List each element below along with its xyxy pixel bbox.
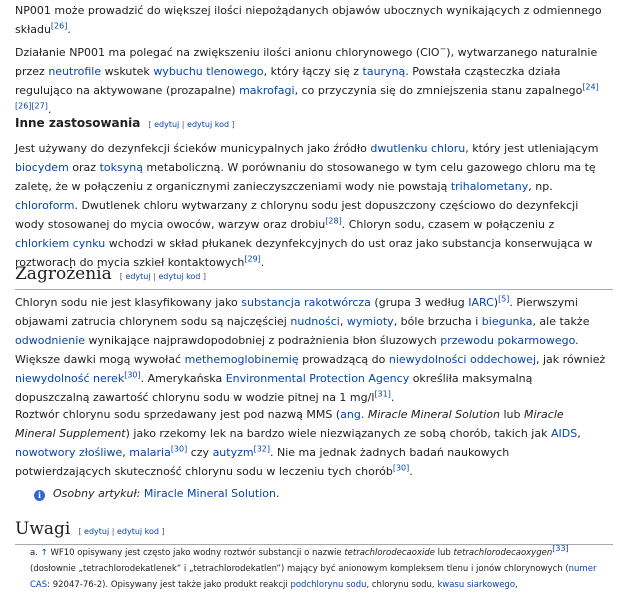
text: WF10 opisywany jest często jako wodny roztwór substancji o nazwie <box>47 548 345 558</box>
link-aids[interactable]: AIDS <box>550 427 578 440</box>
text: , co przyczynia się do zmniejszenia stanu zapalnego <box>294 84 583 97</box>
link-przewod-pokarmowy[interactable]: przewodu pokarmowego <box>440 334 576 347</box>
section-heading-uwagi <box>15 517 613 545</box>
bracket: ] <box>159 527 165 536</box>
text: . Pierwszymi objawami zatrucia chlorynem sodu są najczęściej <box>15 296 578 328</box>
text: , <box>339 315 347 328</box>
ref-30[interactable]: [30] <box>170 444 188 454</box>
italic-term: Miracle Mineral Solution <box>367 408 500 421</box>
text: , <box>577 427 581 440</box>
link-autyzm[interactable]: autyzm <box>212 446 254 459</box>
link-dwutlenek-chloru[interactable]: dwutlenku chloru <box>370 142 466 155</box>
separator: | <box>179 120 188 129</box>
text: Chloryn sodu nie jest klasyfikowany jako <box>15 296 242 309</box>
separator: | <box>150 272 159 281</box>
text: . Powstała cząsteczka działa regulująco na aktywowane (prozapalne) <box>15 65 561 97</box>
text: , <box>122 446 130 459</box>
hatnote-label: Osobny artykuł: <box>53 487 144 500</box>
bracket: ] <box>229 120 235 129</box>
ref-24-26-27[interactable]: [24][26][27] <box>15 82 599 111</box>
link-trihalometany[interactable]: trihalometany <box>450 180 529 193</box>
bracket: [ <box>148 120 155 129</box>
link-miracle-mineral-solution[interactable]: Miracle Mineral Solution <box>143 487 276 500</box>
text: . <box>47 103 52 116</box>
link-nudnosci[interactable]: nudności <box>290 315 340 328</box>
link-wymioty[interactable]: wymioty <box>346 315 394 328</box>
italic-term: Miracle Mineral Supplement <box>15 408 564 440</box>
text: (grupa 3 według <box>370 296 469 309</box>
text: . <box>67 23 71 36</box>
link-numer-cas[interactable]: numer CAS <box>30 564 597 590</box>
text: czy <box>187 446 213 459</box>
ref-29[interactable]: [29] <box>244 254 261 264</box>
link-methemoglobinemia[interactable]: methemoglobinemię <box>184 353 299 366</box>
text: , który łączy się z <box>263 65 363 78</box>
text: , ale także <box>532 315 590 328</box>
text: . Nie ma jednak żadnych badań naukowych potwierdzających skuteczność chlorynu sodu w leczeniu tych chorób <box>15 446 510 478</box>
link-niewydolnosc-nerek[interactable]: niewydolność nerek <box>15 372 125 385</box>
ref-30[interactable]: [30] <box>392 463 410 473</box>
text: Jest używany do dezynfekcji ścieków municypalnych jako źródło <box>15 142 371 155</box>
text: wynikające najprawdopodobniej z podrażnienia błon śluzowych <box>85 334 441 347</box>
text: metaboliczną. W porównaniu do stosowanego w tym celu gazowego chloru ma tę zaletę, że w połączeniu z organicznymi zanieczyszczeniami wody nie powstają <box>15 161 596 193</box>
bracket: ] <box>200 272 207 281</box>
link-epa[interactable]: Environmental Protection Agency <box>225 372 410 385</box>
hatnote-main-article <box>34 485 279 503</box>
text: , np. <box>528 180 553 193</box>
paragraph-mms <box>15 405 605 481</box>
text: NP001 może prowadzić do większej ilości niepożądanych objawów ubocznych wynikających z odmiennego składu <box>15 4 602 36</box>
link-kwas-siarkowy[interactable]: kwasu siarkowego <box>437 580 516 590</box>
link-nowotwory[interactable]: nowotwory złośliwe <box>15 446 123 459</box>
link-malaria[interactable]: malaria <box>129 446 171 459</box>
text: oraz <box>68 161 100 174</box>
ref-33[interactable]: [33] <box>552 544 569 554</box>
text: . Amerykańska <box>140 372 226 385</box>
info-icon: i <box>34 490 45 501</box>
superscript-minus: − <box>439 44 447 54</box>
link-odwodnienie[interactable]: odwodnienie <box>15 334 86 347</box>
text: Działanie NP001 ma polegać na zwiększeniu ilości anionu chlorynowego (ClO <box>15 46 440 59</box>
bracket: [ <box>119 272 126 281</box>
link-tauryna[interactable]: tauryną <box>362 65 406 78</box>
section-heading-inne-zastosowania <box>15 114 235 134</box>
ref-32[interactable]: [32] <box>253 444 271 454</box>
edit-link[interactable]: edytuj <box>125 272 151 281</box>
text: . <box>260 256 265 269</box>
text: lub <box>434 548 454 558</box>
link-neutrofile[interactable]: neutrofile <box>48 65 102 78</box>
text: , jak również <box>536 353 606 366</box>
text: wskutek <box>101 65 154 78</box>
link-toksyna[interactable]: toksyną <box>99 161 143 174</box>
paragraph-uses <box>15 139 610 272</box>
bracket: [ <box>78 527 85 536</box>
ref-28[interactable]: [28] <box>325 216 342 226</box>
section-edit-links <box>78 527 164 536</box>
footnote-backlink-arrow-icon[interactable]: ↑ <box>40 548 48 558</box>
text: . <box>275 487 280 500</box>
section-heading-zagrozenia <box>15 262 613 290</box>
link-biegunka[interactable]: biegunka <box>481 315 533 328</box>
footnote-a <box>30 545 610 593</box>
ref-30[interactable]: [30] <box>124 370 141 380</box>
edit-link[interactable]: edytuj <box>84 527 110 536</box>
text: prowadzącą do <box>298 353 389 366</box>
edit-code-link[interactable]: edytuj kod <box>158 272 201 281</box>
text: , który jest utleniającym <box>465 142 599 155</box>
text: , <box>515 580 518 590</box>
paragraph-hazards <box>15 293 610 407</box>
footnote-marker: a. <box>30 548 41 558</box>
paragraph-np001-side-effects <box>15 1 605 39</box>
section-title: Zagrożenia <box>15 264 112 284</box>
link-chloroform[interactable]: chloroform <box>15 199 75 212</box>
edit-link[interactable]: edytuj <box>154 120 180 129</box>
section-edit-links <box>148 120 234 129</box>
italic-term: tetrachlorodecaoxygen <box>453 548 553 558</box>
text: : 92047-76-2). Opisywany jest także jako produkt reakcji <box>47 580 291 590</box>
link-chlorek-cynku[interactable]: chlorkiem cynku <box>15 237 106 250</box>
link-podchloryn-sodu[interactable]: podchlorynu sodu <box>290 580 367 590</box>
text: ), wytwarzanego naturalnie przez <box>15 46 598 78</box>
text: ) <box>493 296 499 309</box>
text: (dosłownie „tetrachlorodekatlenek” i „tetrachlorodekatlen”) mający być anionowym kompleksem tlenu i jonów chlorynowych ( <box>30 564 569 574</box>
text: . Dwutlenek chloru wytwarzany z chlorynu sodu jest dopuszczony częściowo do dezynfekcji wody stosowanej do mycia owoców, warzyw oraz drobiu <box>15 199 579 231</box>
link-ang[interactable]: ang. <box>340 408 365 421</box>
text: lub <box>499 408 524 421</box>
edit-code-link[interactable]: edytuj kod <box>116 527 159 536</box>
link-makrofagi[interactable]: makrofagi <box>239 84 295 97</box>
link-niewydolnosc-oddechowa[interactable]: niewydolności oddechowej <box>388 353 536 366</box>
link-wybuch-tlenowy[interactable]: wybuchu tlenowego <box>153 65 264 78</box>
link-substancja-rakotworcza[interactable]: substancja rakotwórcza <box>241 296 371 309</box>
text: Roztwór chlorynu sodu sprzedawany jest pod nazwą MMS ( <box>15 408 341 421</box>
text: określiła maksymalną dopuszczalną zawartość chlorynu sodu w wodzie pitnej na 1 mg/l <box>15 372 533 404</box>
section-title: Inne zastosowania <box>15 116 141 130</box>
text: . Większe dawki mogą wywołać <box>15 334 579 366</box>
text: , chlorynu sodu, <box>366 580 438 590</box>
section-title: Uwagi <box>15 519 71 539</box>
ref-26[interactable]: [26] <box>50 21 68 31</box>
text: . <box>390 391 395 404</box>
link-biocyd[interactable]: biocydem <box>15 161 69 174</box>
text: . <box>409 465 413 478</box>
edit-code-link[interactable]: edytuj kod <box>187 120 230 129</box>
text: , bóle brzucha i <box>393 315 482 328</box>
section-edit-links <box>120 272 206 281</box>
text: ) jako rzekomy lek na bardzo wiele niezwiązanych ze sobą chorób, takich jak <box>125 427 551 440</box>
text: wchodzi w skład płukanek dezynfekcyjnych do ust oraz jako substancja konserwująca w roztworach do mycia szkieł kontaktowych <box>15 237 593 269</box>
ref-31[interactable]: [31] <box>374 389 391 399</box>
text: . Chloryn sodu, czasem w połączeniu z <box>341 218 555 231</box>
italic-term: tetrachlorodecaoxide <box>344 548 435 558</box>
link-iarc[interactable]: IARC <box>468 296 494 309</box>
paragraph-np001-mechanism <box>15 43 610 119</box>
ref-5[interactable]: [5] <box>498 294 510 304</box>
separator: | <box>109 527 117 536</box>
